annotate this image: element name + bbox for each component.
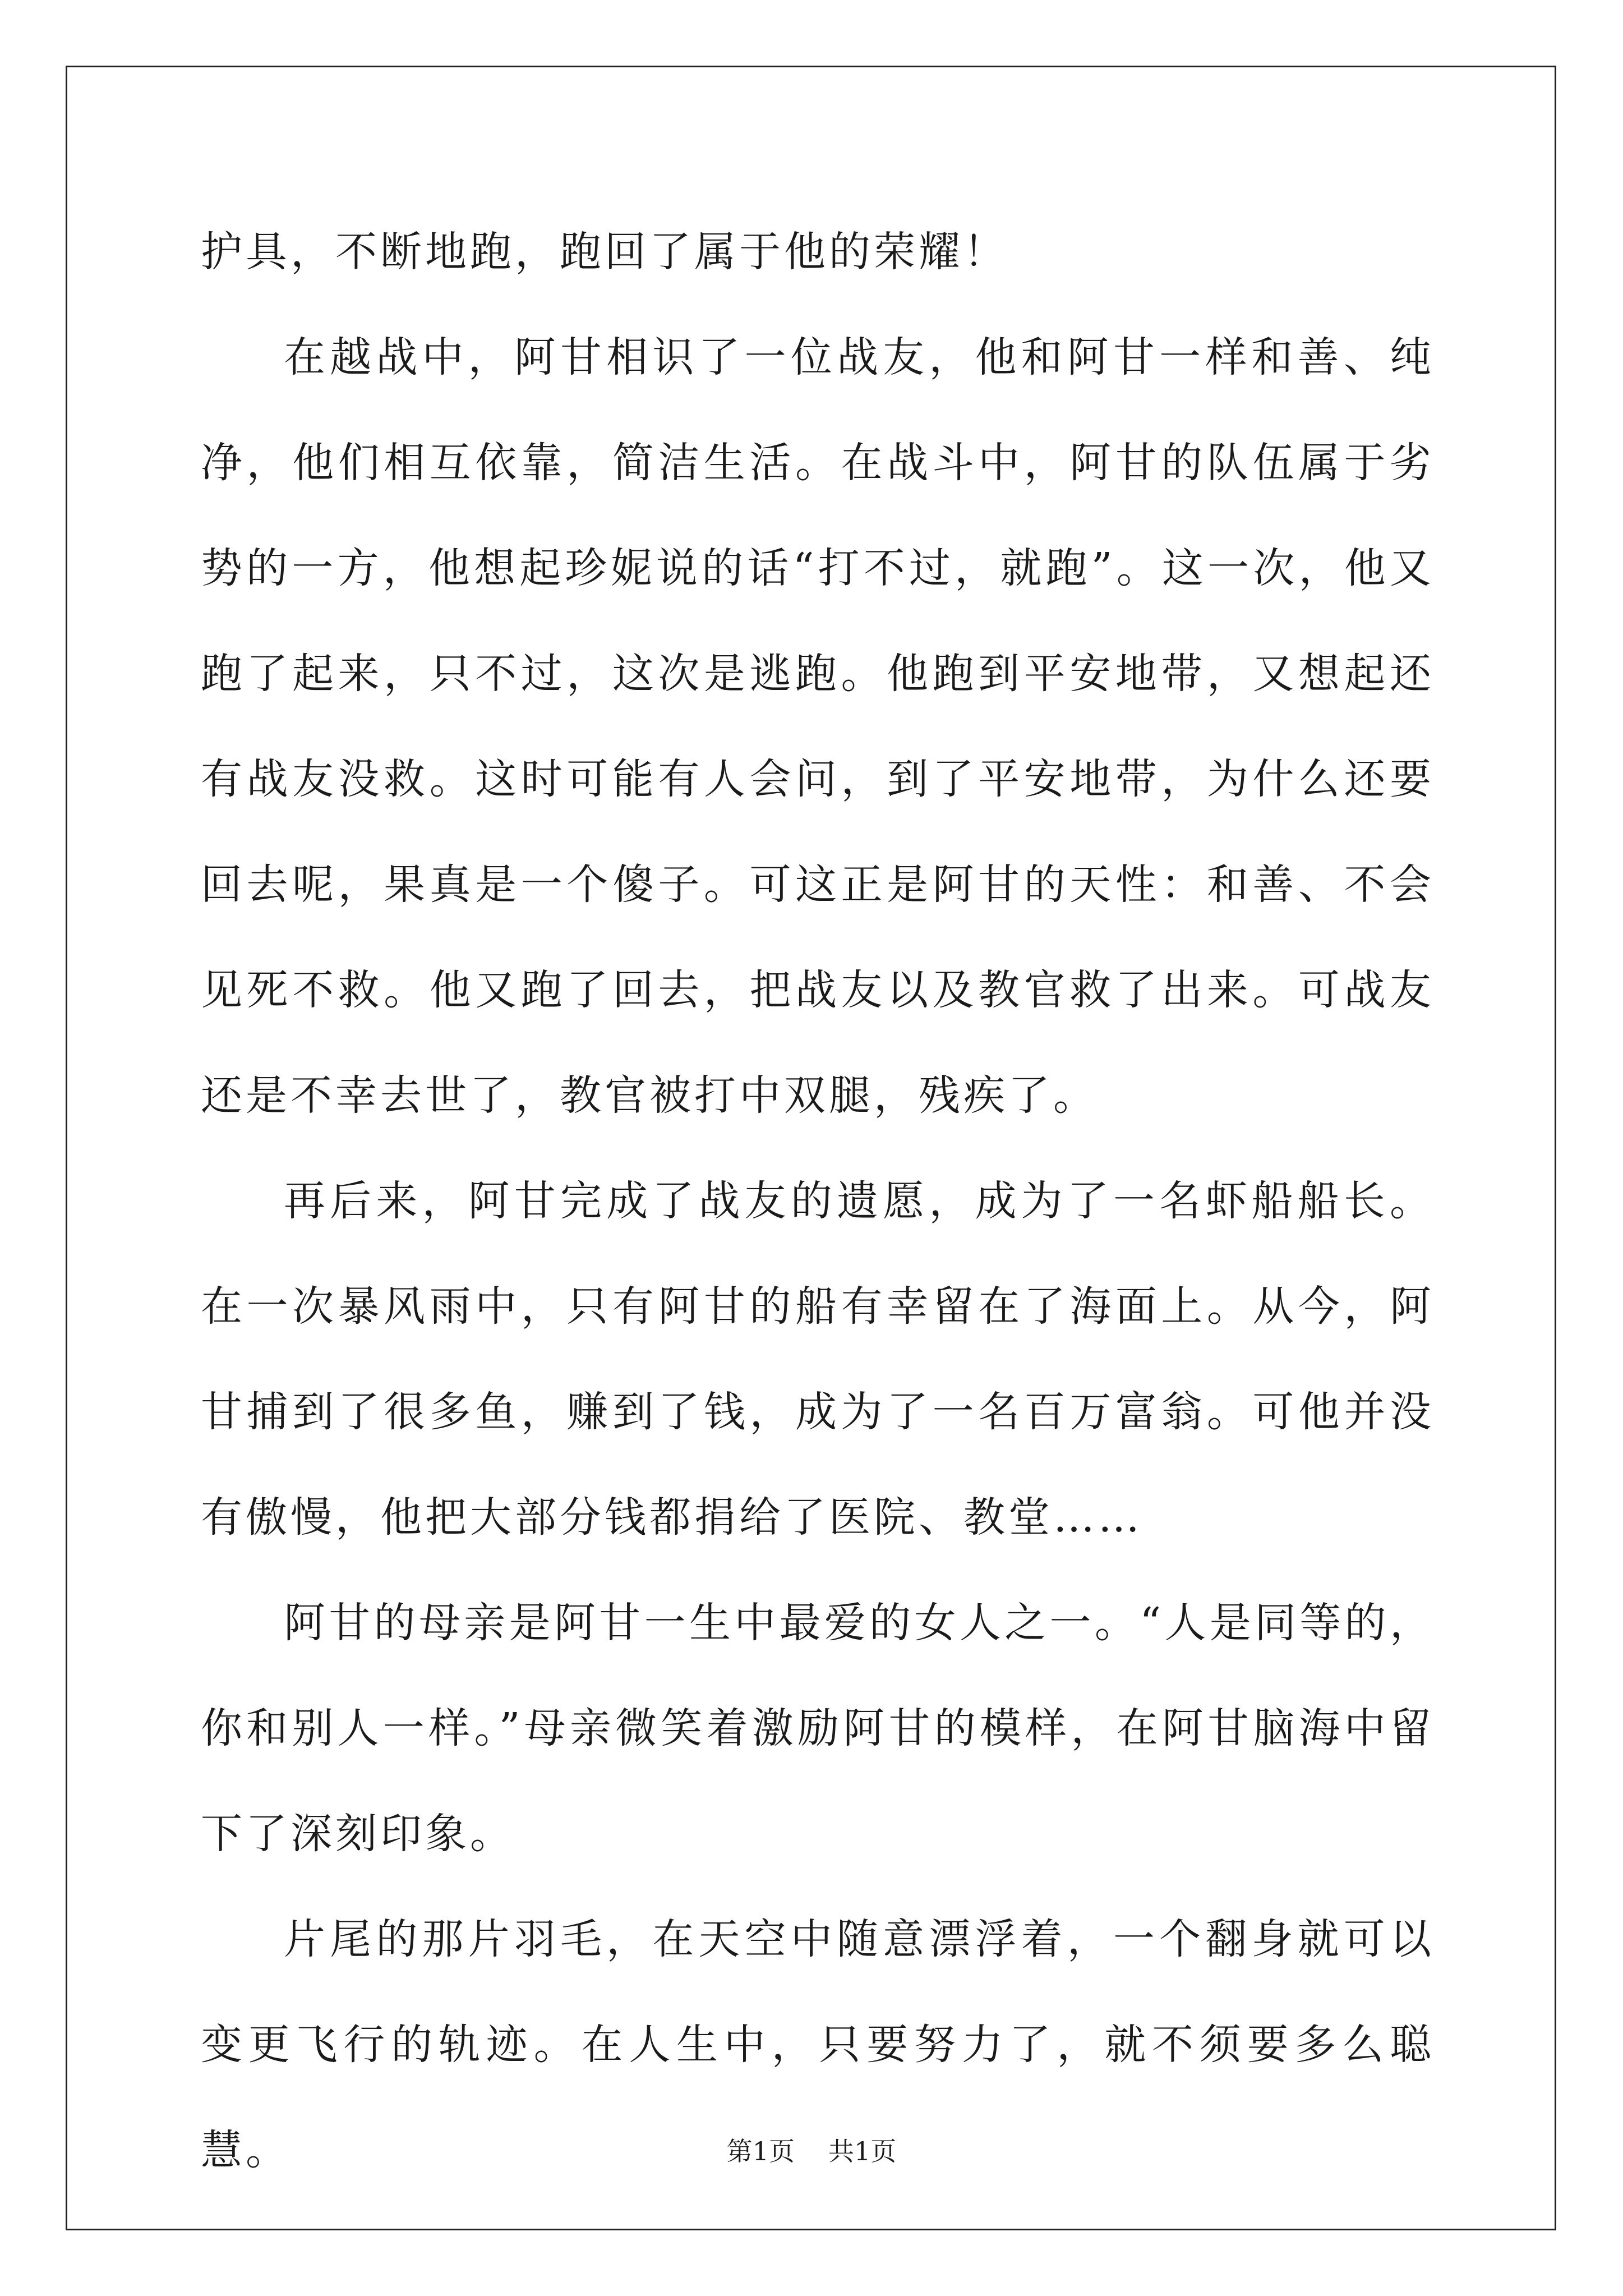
paragraph-3: 再后来，阿甘完成了战友的遗愿，成为了一名虾船船长。在一次暴风雨中，只有阿甘的船有幸留在了海面上。从今，阿甘捕到了很多鱼，赚到了钱，成为了一名百万富翁。可他并没有傲慢，他把大部分钱都捐给了医院、教堂…… [201, 1177, 1435, 1542]
paragraph-2: 在越战中，阿甘相识了一位战友，他和阿甘一样和善、纯净，他们相互依靠，简洁生活。在战斗中，阿甘的队伍属于劣势的一方，他想起珍妮说的话“打不过，就跑”。这一次，他又跑了起来，只不过，这次是逃跑。他跑到平安地带，又想起还有战友没救。这时可能有人会问，到了平安地带，为什么还要回去呢，果真是一个傻子。可这正是阿甘的天性：和善、不会见死不救。他又跑了回去，把战友以及教官救了出来。可战友还是不幸去世了，教官被打中双腿，残疾了。 [201, 333, 1435, 1120]
paragraph-1: 护具，不断地跑，跑回了属于他的荣耀！ [201, 228, 1008, 276]
paragraph-5: 片尾的那片羽毛，在天空中随意漂浮着，一个翻身就可以变更飞行的轨迹。在人生中，只要努力了，就不须要多么聪慧。 [201, 1915, 1435, 2174]
paragraph-4: 阿甘的母亲是阿甘一生中最爱的女人之一。“人是同等的，你和别人一样。”母亲微笑着激励阿甘的模样，在阿甘脑海中留下了深刻印象。 [201, 1599, 1435, 1858]
page-number-current: 第1页 [726, 2136, 795, 2166]
page-number-total: 共1页 [828, 2136, 897, 2166]
page-footer [0, 2134, 1623, 2168]
document-body [201, 199, 1435, 2203]
